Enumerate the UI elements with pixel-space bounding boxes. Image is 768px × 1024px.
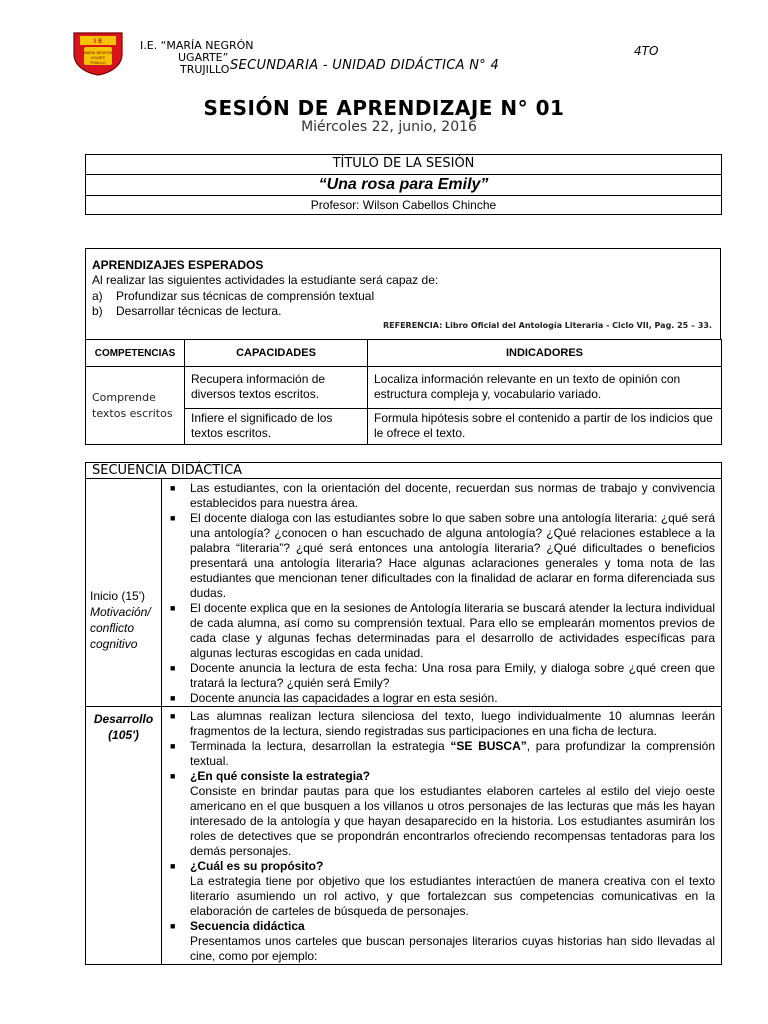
- teacher-name: Profesor: Wilson Cabellos Chinche: [86, 196, 722, 215]
- session-title-table: [85, 154, 722, 215]
- session-name: “Una rosa para Emily”: [86, 175, 722, 196]
- header-competencias: COMPETENCIAS: [86, 340, 185, 367]
- expected-heading: APRENDIZAJES ESPERADOS: [92, 258, 264, 272]
- indicator-1: Localiza información relevante en un texto de opinión con estructura compleja y, vocabulario variado.: [368, 367, 722, 409]
- list-item: ■ Secuencia didáctica Presentamos unos carteles que buscan personajes literarios cuyas historias han sido llevadas al cine, como por ejemplo:: [170, 919, 715, 963]
- competence-name: Comprende textos escritos: [86, 367, 185, 445]
- desarrollo-cell: [86, 707, 162, 965]
- list-item: ■ Terminada la lectura, desarrollan la estrategia “SE BUSCA”, para profundizar la comprensión textual.: [170, 739, 715, 768]
- school-name-line1: I.E. “MARÍA NEGRÓN: [140, 39, 254, 52]
- grade-label: 4TO: [634, 44, 659, 58]
- svg-text:TRUJILLO: TRUJILLO: [89, 61, 107, 65]
- inicio-label: Inicio (15'): [90, 588, 145, 603]
- expected-learnings: [85, 248, 721, 340]
- capacity-2: Infiere el significado de los textos escritos.: [185, 409, 368, 445]
- inicio-cell: [86, 479, 162, 707]
- expected-item-b: Desarrollar técnicas de lectura.: [116, 304, 282, 318]
- list-item: ■ El docente dialoga con las estudiantes sobre lo que saben sobre una antología literaria: ¿qué será una antología? ¿conocen o han escuchado de alguna antología? ¿Qué relaciones establece a la palabra “literaria”? ¿qué será entonces una antología literaria? ¿Qué dificultades o beneficios presentará una antología literaria? Hace algunas aclaraciones generales y toma nota de las estudiantes que mencionan tener dificultades con la finalidad de aclarar en forma diferenciada sus dudas.: [170, 511, 715, 600]
- expected-item-a: Profundizar sus técnicas de comprensión textual: [116, 289, 375, 303]
- reference-note: REFERENCIA: Libro Oficial del Antología Literaria - Ciclo VII, Pag. 25 – 33.: [383, 321, 712, 330]
- header-indicadores: INDICADORES: [368, 340, 722, 367]
- capacity-1: Recupera información de diversos textos escritos.: [185, 367, 368, 409]
- list-item: ■ ¿Cuál es su propósito? La estrategia tiene por objetivo que los estudiantes interactúen de manera creativa con el texto literario asumiendo un rol activo, y que fortalezcan sus competencias comunicativas en la elaboración de carteles de búsqueda de personajes.: [170, 859, 715, 918]
- list-item: ■ Docente anuncia las capacidades a lograr en esta sesión.: [170, 691, 498, 705]
- school-logo: [70, 30, 126, 76]
- svg-text:UGARTE: UGARTE: [90, 56, 106, 60]
- list-item: ■ ¿En qué consiste la estrategia? Consiste en brindar pautas para que los estudiantes elaboren carteles al estilo del viejo oeste americano en el que busquen a los villanos u otros personajes de las lecturas que más les hayan interesado de la antología y que hayan desaparecido en la historia. Los estudiantes asumirán los roles de detectives que se propondrán encontrarlos ofreciendo recompensas tentadoras para los demás personajes.: [170, 769, 715, 858]
- expected-item-a-marker: a): [92, 289, 103, 303]
- competencies-table: [85, 339, 722, 445]
- expected-intro: Al realizar las siguientes actividades la estudiante será capaz de:: [92, 273, 439, 287]
- list-item: ■ Las alumnas realizan lectura silenciosa del texto, luego individualmente 10 alumnas leerán fragmentos de la lectura, siendo registradas sus participaciones en una ficha de lectura.: [170, 709, 715, 738]
- page-title: SESIÓN DE APRENDIZAJE N° 01: [203, 96, 565, 120]
- sequence-table: [85, 478, 722, 965]
- list-item: ■ Las estudiantes, con la orientación del docente, recuerdan sus normas de trabajo y convivencia establecidos para nuestra área.: [170, 481, 715, 510]
- unit-subtitle: SECUNDARIA - UNIDAD DIDÁCTICA N° 4: [230, 58, 500, 73]
- indicator-2: Formula hipótesis sobre el contenido a partir de los indicios que le ofrece el texto.: [368, 409, 722, 445]
- session-title-label: TÍTULO DE LA SESIÓN: [86, 155, 722, 175]
- list-item: ■ El docente explica que en la sesiones de Antología literaria se buscará atender la lectura individual de cada alumna, así como su comprensión textual. Para ello se emplearán momentos previos de cada clase y algunas fechas determinadas para el desarrollo de actividades específicas para algunas lecturas escogidas en cada unidad.: [170, 601, 715, 660]
- sequence-heading: SECUENCIA DIDÁCTICA: [85, 462, 722, 479]
- header-capacidades: CAPACIDADES: [185, 340, 368, 367]
- list-item: ■ Docente anuncia la lectura de esta fecha: Una rosa para Emily, y dialoga sobre ¿qué creen que tratará la lectura? ¿quién será Emily?: [170, 661, 715, 690]
- expected-item-b-marker: b): [92, 304, 103, 318]
- desarrollo-label: Desarrollo (105'): [93, 712, 154, 742]
- inicio-content: [162, 479, 722, 707]
- school-name-line3: TRUJILLO: [180, 63, 230, 76]
- inicio-sublabel: Motivación/ conflicto cognitivo: [90, 604, 151, 651]
- svg-text:I E: I E: [93, 38, 103, 45]
- school-name-line2: UGARTE”: [178, 51, 229, 64]
- svg-text:MARÍA NEGRÓN: MARÍA NEGRÓN: [83, 51, 113, 55]
- desarrollo-content: [162, 707, 722, 965]
- session-date: Miércoles 22, junio, 2016: [301, 119, 477, 135]
